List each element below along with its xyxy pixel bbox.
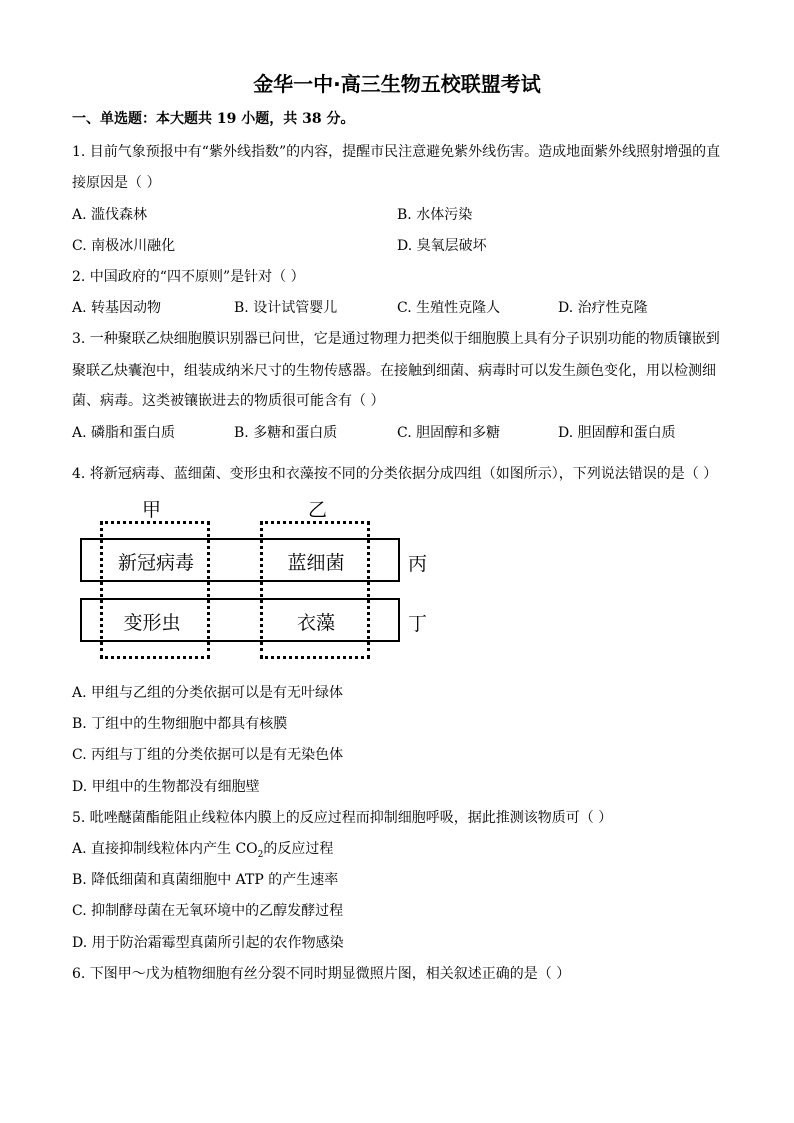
cell-chlamydomonas: 衣藻 (296, 612, 335, 634)
question-5-option-c: C. 抑制酵母菌在无氧环境中的乙醇发酵过程 (72, 903, 344, 919)
question-3-text-line2: 聚联乙炔囊泡中，组装成纳米尺寸的生物传感器。在接触到细菌、病毒时可以发生颜色变化，用以检测细 (72, 363, 716, 379)
group-label-jia: 甲 (142, 499, 162, 521)
question-4-option-d: D. 甲组中的生物都没有细胞壁 (72, 779, 260, 795)
question-5-option-a (72, 838, 333, 860)
question-1-option-d: D. 臭氧层破坏 (397, 238, 487, 254)
question-3-option-a: A. 磷脂和蛋白质 (72, 425, 176, 441)
question-5-option-a-post: 的反应过程 (263, 841, 334, 857)
question-1-text-line1: 1. 目前气象预报中有“紫外线指数”的内容，提醒市民注意避免紫外线伤害。造成地面紫外线照射增强的直 (72, 144, 721, 160)
row-label-bing: 丙 (408, 553, 428, 575)
question-2-option-d: D. 治疗性克隆 (558, 300, 648, 316)
exam-title: 金华一中·高三生物五校联盟考试 (253, 72, 541, 96)
cell-amoeba: 变形虫 (123, 612, 181, 634)
question-5-option-a-pre: A. 直接抑制线粒体内产生 CO (72, 841, 258, 857)
question-2-option-a: A. 转基因动物 (72, 300, 162, 316)
question-3-text-line3: 菌、病毒。这类被镶嵌进去的物质很可能含有（ ） (72, 393, 385, 409)
question-1-option-c: C. 南极冰川融化 (72, 238, 176, 254)
co2-subscript: 2 (257, 849, 264, 860)
group-label-yi: 乙 (308, 499, 328, 521)
question-3-option-b: B. 多糖和蛋白质 (234, 425, 338, 441)
question-3-option-c: C. 胆固醇和多糖 (397, 425, 501, 441)
cell-cyanobacteria: 蓝细菌 (287, 552, 345, 574)
cell-xinguan-virus: 新冠病毒 (117, 552, 194, 574)
question-2-text: 2. 中国政府的“四不原则”是针对（ ） (72, 269, 305, 285)
question-4-option-a: A. 甲组与乙组的分类依据可以是有无叶绿体 (72, 685, 344, 701)
question-4-option-c: C. 丙组与丁组的分类依据可以是有无染色体 (72, 747, 344, 763)
question-6-text: 6. 下图甲～戊为植物细胞有丝分裂不同时期显微照片图，相关叙述正确的是（ ） (72, 966, 571, 982)
question-5-option-d: D. 用于防治霜霉型真菌所引起的农作物感染 (72, 935, 344, 951)
question-2-option-b: B. 设计试管婴儿 (234, 300, 338, 316)
question-5-text: 5. 吡唑醚菌酯能阻止线粒体内膜上的反应过程而抑制细胞呼吸，据此推测该物质可（ ） (72, 810, 613, 826)
group-box-jia (100, 521, 210, 659)
row-label-ding: 丁 (408, 613, 428, 635)
section-heading: 一、单选题：本大题共 19 小题，共 38 分。 (72, 111, 355, 127)
question-4-option-b: B. 丁组中的生物细胞中都具有核膜 (72, 716, 288, 732)
question-5-option-b: B. 降低细菌和真菌细胞中 ATP 的产生速率 (72, 872, 339, 888)
question-1-option-b: B. 水体污染 (397, 207, 473, 223)
classification-figure (72, 495, 442, 667)
question-4-text: 4. 将新冠病毒、蓝细菌、变形虫和衣藻按不同的分类依据分成四组（如图所示），下列说法错误的是（ ） (72, 466, 718, 482)
question-2-option-c: C. 生殖性克隆人 (397, 300, 501, 316)
question-3-option-d: D. 胆固醇和蛋白质 (558, 425, 676, 441)
group-box-yi (260, 521, 370, 659)
question-1-option-a: A. 滥伐森林 (72, 207, 148, 223)
question-1-text-line2: 接原因是（ ） (72, 175, 161, 191)
question-3-text-line1: 3. 一种聚联乙炔细胞膜识别器已问世，它是通过物理力把类似于细胞膜上具有分子识别功能的物质镶嵌到 (72, 331, 720, 347)
